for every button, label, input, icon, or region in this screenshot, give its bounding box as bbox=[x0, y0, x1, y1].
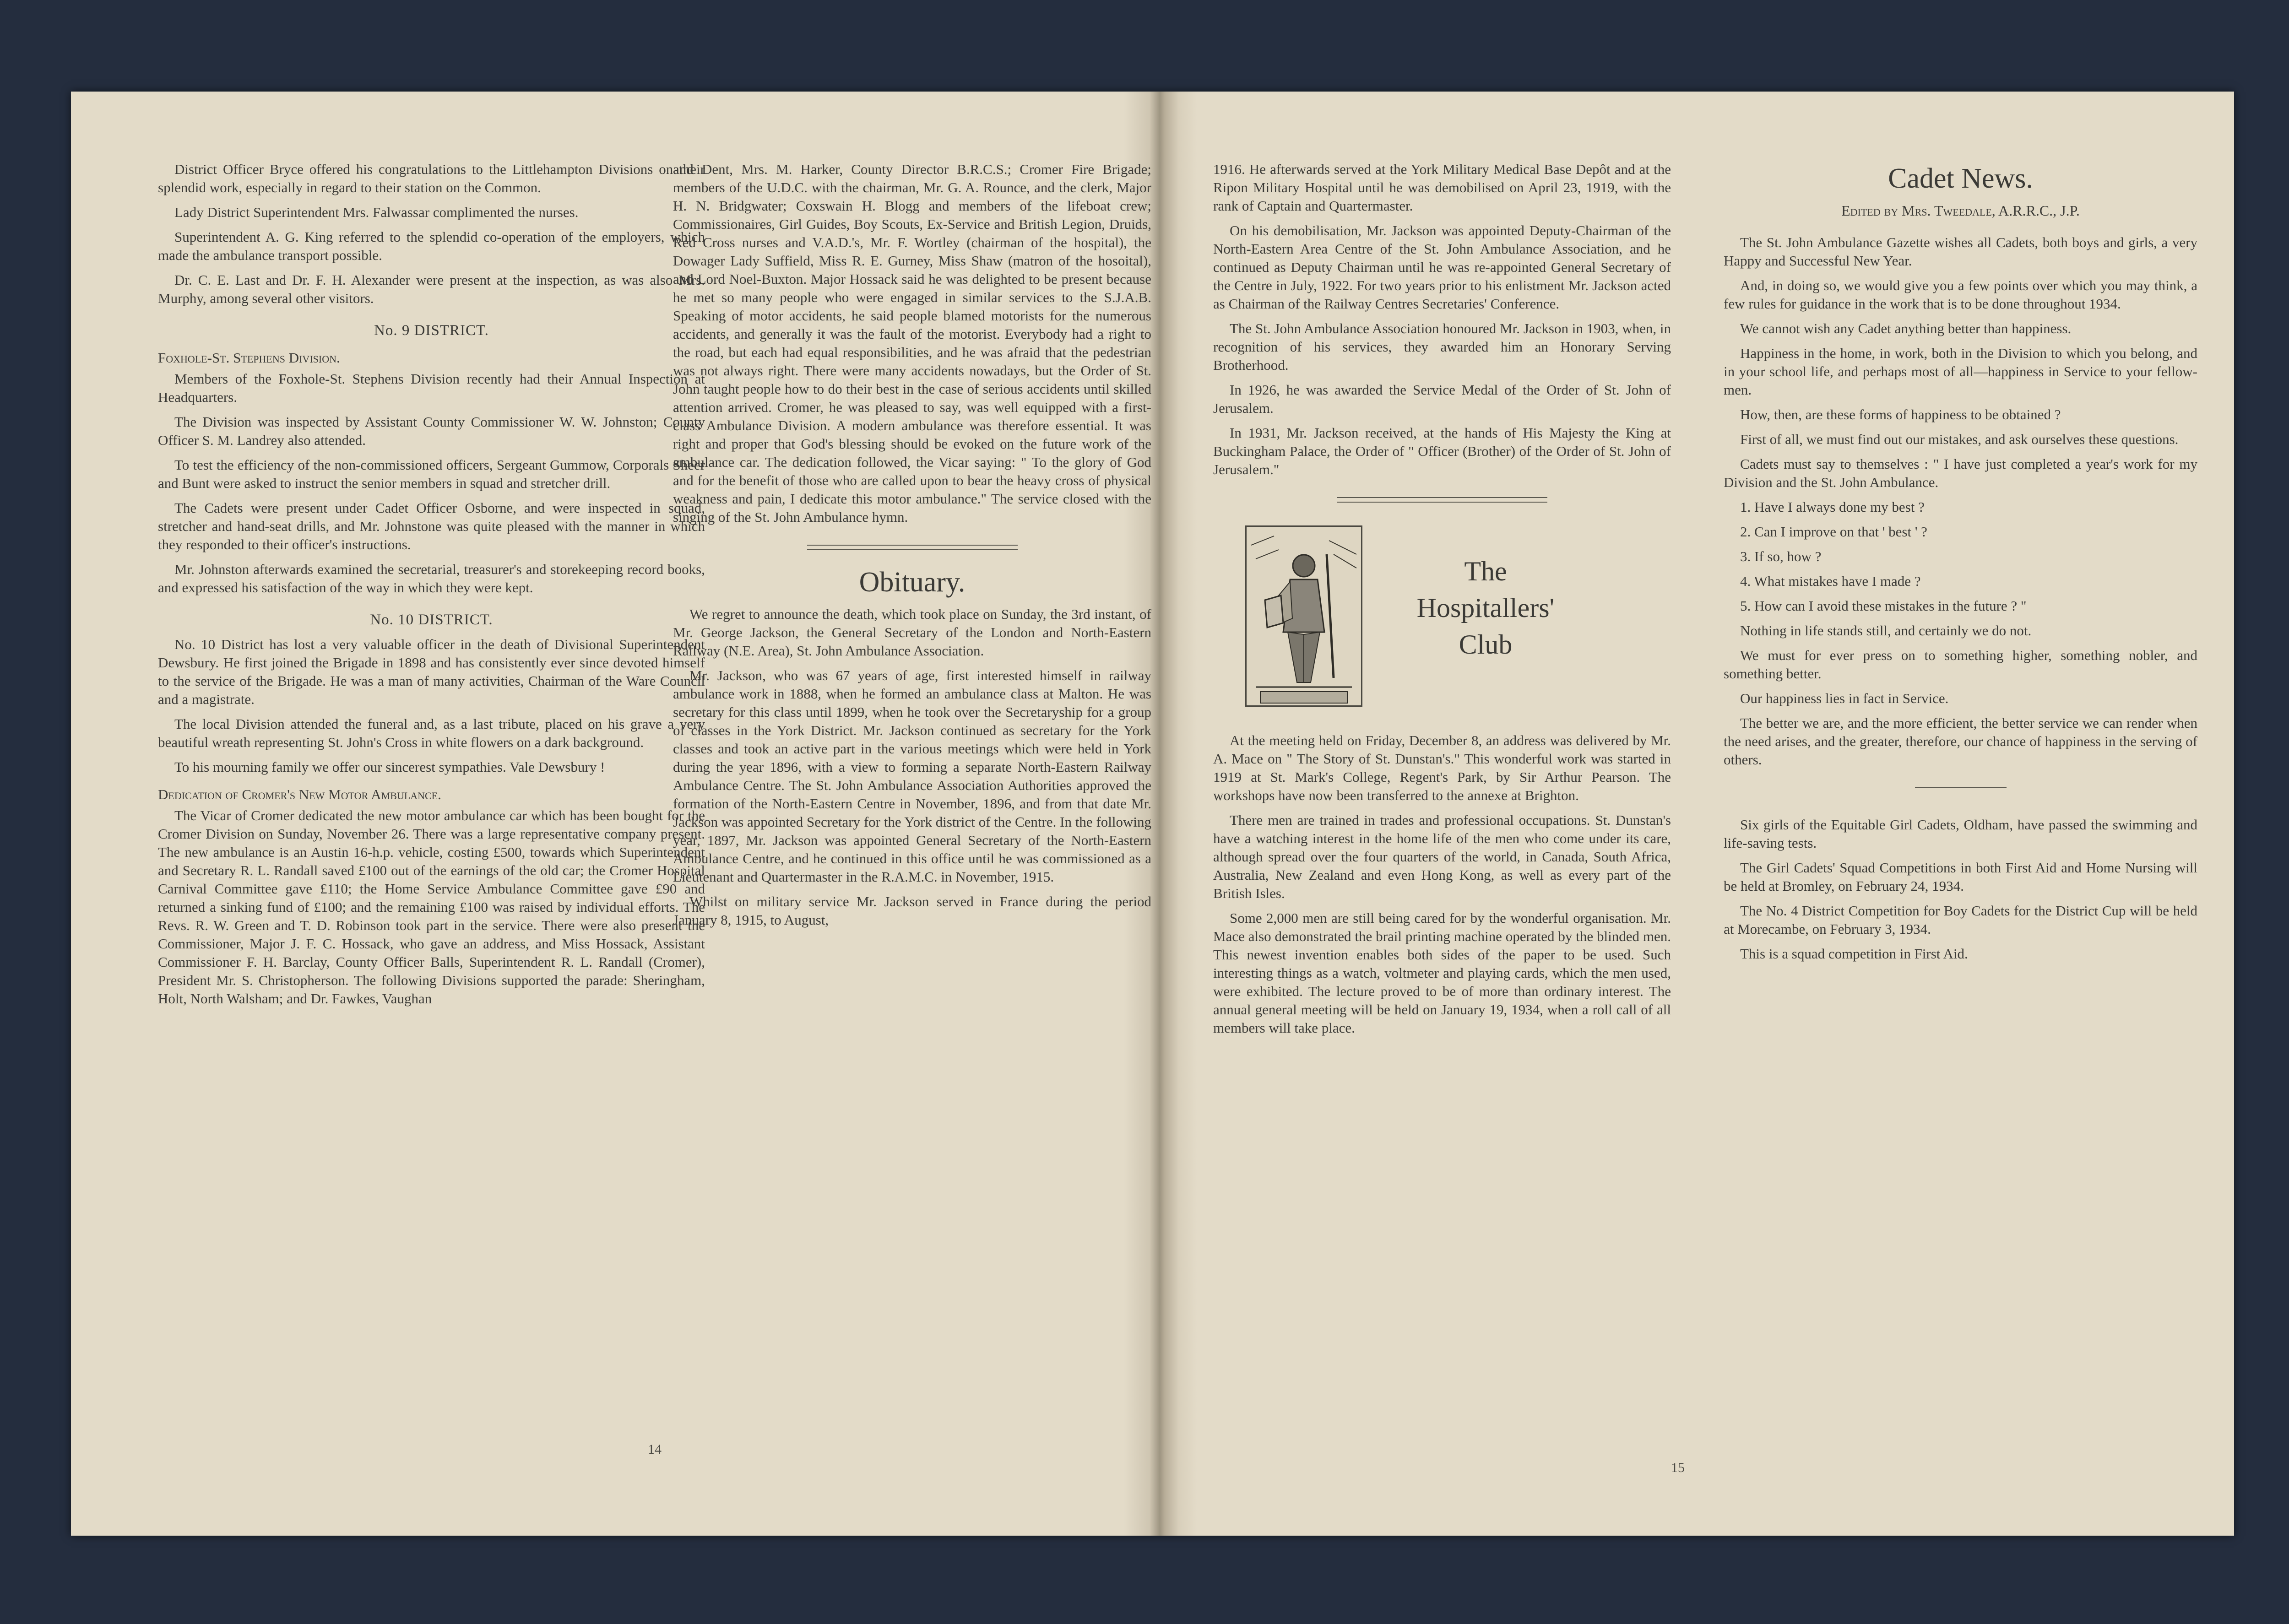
single-rule-divider bbox=[1915, 787, 2007, 788]
paragraph: Some 2,000 men are still being cared for by the wonderful organisation. Mr. Mace also demonstrated the brail printing machine operated by the blinded men. This newest invention enables both sides of the paper to be used. Such interesting things as a watch, voltmeter and playing cards, which the men used, were exhibited. The lecture proved to be of more than ordinary interest. The annual general meeting will be held on January 19, 1934, when a roll call of all members will take place. bbox=[1213, 910, 1671, 1036]
paragraph: Whilst on military service Mr. Jackson served in France during the period January 8, 1915, to August, bbox=[673, 893, 1151, 928]
paragraph: The better we are, and the more efficient, the better service we can render when the need arises, and the greater, therefore, our chance of happiness in the serving of others. bbox=[1724, 715, 2197, 768]
club-title-line: Hospitallers' bbox=[1416, 593, 1555, 623]
paragraph: And, in doing so, we would give you a few points over which you may think, a few rules for guidance in the work that is to be done throughout 1934. bbox=[1724, 277, 2197, 312]
club-title-line: Club bbox=[1459, 629, 1513, 660]
cadet-news-title: Cadet News. bbox=[1888, 163, 2033, 194]
list-item: 5. How can I avoid these mistakes in the future ? " bbox=[1740, 598, 2027, 614]
paragraph: In 1931, Mr. Jackson received, at the hands of His Majesty the King at Buckingham Palace, the Order of " Officer (Brother) of the Order of St. John of Jerusalem." bbox=[1213, 425, 1671, 477]
list-item: 2. Can I improve on that ' best ' ? bbox=[1740, 524, 1927, 540]
paragraph: The Girl Cadets' Squad Competitions in both First Aid and Home Nursing will be held at Bromley, on February 24, 1934. bbox=[1724, 860, 2197, 894]
paragraph: The local Division attended the funeral and, as a last tribute, placed on his grave a very beautiful wreath representing St. John's Cross in white flowers on a dark background. bbox=[158, 716, 705, 750]
paragraph: The Vicar of Cromer dedicated the new motor ambulance car which has been bought for the Cromer Division on Sunday, November 26. There was a large representative company present. The new ambulance is an Austin 16-h.p. vehicle, costing £500, towards which Superintendent and Secretary R. L. Randall saved £100 out of the earnings of the old car; the Cromer Hospital Carnival Committee gave £110; the Home Service Ambulance Committee gave £90 and returned a sinking fund of £100; and the remaining £100 was raised by individual efforts. The Revs. R. W. Green and T. D. Robinson took part in the service. There were also present the Commissioner, Major J. F. C. Hossack, who gave an address, and Miss Hossack, Assistant Commissioner F. H. Barclay, County Officer Balls, Superintendent R. L. Randall (Cromer), President Mr. S. Christopherson. The following Divisions supported the parade: Sheringham, Holt, North Walsham; and Dr. Fawkes, Vaughan bbox=[158, 807, 705, 1007]
right-page bbox=[1158, 92, 2234, 1536]
page-number-left: 14 bbox=[648, 1442, 662, 1457]
section-heading-district-9: No. 9 DISTRICT. bbox=[374, 322, 489, 339]
paragraph: How, then, are these forms of happiness to be obtained ? bbox=[1740, 406, 2061, 422]
paragraph: In 1926, he was awarded the Service Medal of the Order of St. John of Jerusalem. bbox=[1213, 382, 1671, 416]
hospitallers-club-header bbox=[1213, 525, 1671, 713]
section-heading-district-10: No. 10 DISTRICT. bbox=[370, 612, 493, 628]
paragraph: The Cadets were present under Cadet Officer Osborne, and were inspected in squad, stretcher and hand-seat drills, and Mr. Johnstone was quite pleased with the manner in which they responded to their officer's instructions. bbox=[158, 500, 705, 552]
paragraph: To his mourning family we offer our sincerest sympathies. Vale Dewsbury ! bbox=[174, 759, 605, 775]
editor-byline: Edited by Mrs. Tweedale, A.R.R.C., J.P. bbox=[1841, 202, 2080, 219]
paragraph: and Dent, Mrs. M. Harker, County Director B.R.C.S.; Cromer Fire Brigade; members of the U.D.C. with the chairman, Mr. G. A. Rounce, and the clerk, Major H. N. Bridgwater; Coxswain H. Blogg and members of the lifeboat crew; Commissionaires, Girl Guides, Boy Scouts, Ex-Service and British Legion, Druids, Red Cross nurses and V.A.D.'s, Mr. F. Wortley (chairman of the hospital), the Dowager Lady Suffield, Miss R. E. Gurney, Miss Shaw (matron of the hosoital), and Lord Noel-Buxton. Major Hossack said he was delighted to be present because he met so many people who were engaged in similar services to the S.J.A.B. Speaking of motor accidents, he said people blamed motorists for the numerous accidents, and generally it was the fault of the motorist. Everybody had a right to the road, but each had equal responsibilities, and he was afraid that the pedestrian was not always right. There were many accidents nowadays, but the Order of St. John taught people how to do their best in the case of serious accidents until skilled attention arrived. Cromer, he was pleased to say, was well equipped with a first-class Ambulance Division. A modern ambulance was therefore essential. It was right and proper that God's blessing should be evoked on the future work of the ambulance car. The dedication followed, the Vicar saying: " To the glory of God and for the benefit of those who are called upon to bear the heavy cross of physical weakness and pain, I dedicate this motor ambulance." The service closed with the singing of the St. John Ambulance hymn. bbox=[673, 161, 1151, 525]
right-column-2 bbox=[1724, 160, 2197, 1437]
paragraph: No. 10 District has lost a very valuable officer in the death of Divisional Superintendent Dewsbury. He first joined the Brigade in 1898 and has consistently ever since devoted himself to the service of the Brigade. He was a man of many activities, Chairman of the Ware Council and a magistrate. bbox=[158, 636, 705, 707]
left-column-1 bbox=[158, 160, 705, 1437]
right-column-1 bbox=[1213, 160, 1671, 1437]
subheading-foxhole: Foxhole-St. Stephens Division. bbox=[158, 350, 340, 366]
hospitallers-club-title bbox=[1387, 553, 1584, 663]
list-item: 4. What mistakes have I made ? bbox=[1740, 573, 1921, 589]
page-number-right: 15 bbox=[1671, 1460, 1685, 1475]
paragraph: Mr. Johnston afterwards examined the secretarial, treasurer's and storekeeping record books, and expressed his satisfaction of the way in which they were kept. bbox=[158, 561, 705, 595]
double-rule-divider bbox=[807, 545, 1018, 550]
subheading-cromer: Dedication of Cromer's New Motor Ambulance. bbox=[158, 786, 441, 802]
paragraph: The St. John Ambulance Gazette wishes all Cadets, both boys and girls, a very Happy and Successful New Year. bbox=[1724, 234, 2197, 269]
paragraph: Nothing in life stands still, and certainly we do not. bbox=[1740, 623, 2032, 639]
paragraph: Six girls of the Equitable Girl Cadets, Oldham, have passed the swimming and life-saving tests. bbox=[1724, 817, 2197, 851]
obituary-title: Obituary. bbox=[859, 567, 966, 598]
paragraph: The No. 4 District Competition for Boy Cadets for the District Cup will be held at Morecambe, on February 3, 1934. bbox=[1724, 903, 2197, 937]
left-page bbox=[71, 92, 1158, 1536]
paragraph: Our happiness lies in fact in Service. bbox=[1740, 690, 1949, 706]
double-rule-divider bbox=[1337, 497, 1547, 503]
paragraph: We regret to announce the death, which took place on Sunday, the 3rd instant, of Mr. George Jackson, the General Secretary of the London and North-Eastern Railway (N.E. Area), St. John Ambulance Association. bbox=[673, 606, 1151, 659]
paragraph: This is a squad competition in First Aid. bbox=[1740, 946, 1968, 962]
paragraph: Members of the Foxhole-St. Stephens Division recently had their Annual Inspection at Headquarters. bbox=[158, 371, 705, 405]
paragraph: We must for ever press on to something higher, something nobler, and something better. bbox=[1724, 647, 2197, 682]
knight-illustration-icon bbox=[1247, 527, 1361, 705]
paragraph: To test the efficiency of the non-commissioned officers, Sergeant Gummow, Corporals Sheer and Bunt were asked to instruct the senior members in squad and stretcher drill. bbox=[158, 457, 705, 491]
paragraph: 1916. He afterwards served at the York Military Medical Base Depôt and at the Ripon Military Hospital until he was demobilised on April 23, 1919, with the rank of Captain and Quartermaster. bbox=[1213, 161, 1671, 214]
paragraph: The Division was inspected by Assistant County Commissioner W. W. Johnston; County Officer S. M. Landrey also attended. bbox=[158, 414, 705, 448]
club-title-line: The bbox=[1464, 556, 1507, 586]
paragraph: At the meeting held on Friday, December 8, an address was delivered by Mr. A. Mace on " The Story of St. Dunstan's." This wonderful work was started in 1919 at St. Mark's College, Regent's Park, by Sir Arthur Pearson. The workshops have now been transferred to the annexe at Brighton. bbox=[1213, 732, 1671, 803]
paragraph: Cadets must say to themselves : " I have just completed a year's work for my Division and the St. John Ambulance. bbox=[1724, 456, 2197, 490]
knight-woodcut-image bbox=[1245, 525, 1362, 707]
paragraph: There men are trained in trades and professional occupations. St. Dunstan's have a watching interest in the home life of the men who come under its care, although spread over the four quarters of the world, in Canada, South Africa, Australia, New Zealand and even Hong Kong, as well as every part of the British Isles. bbox=[1213, 812, 1671, 901]
paragraph: We cannot wish any Cadet anything better than happiness. bbox=[1740, 320, 2072, 336]
paragraph: Dr. C. E. Last and Dr. F. H. Alexander were present at the inspection, as was also Mrs. Murphy, among several other visitors. bbox=[158, 272, 705, 306]
paragraph: On his demobilisation, Mr. Jackson was appointed Deputy-Chairman of the North-Eastern Area Centre of the St. John Ambulance Association, and he continued as Deputy Chairman until he was re-appointed General Secretary of the Centre in July, 1922. For two years prior to his enlistment Mr. Jackson acted as Chairman of the Railway Centres Secretaries' Conference. bbox=[1213, 222, 1671, 312]
paragraph: First of all, we must find out our mistakes, and ask ourselves these questions. bbox=[1740, 431, 2179, 447]
list-item: 3. If so, how ? bbox=[1740, 548, 1822, 564]
paragraph: Happiness in the home, in work, both in the Division to which you belong, and in your school life, and perhaps most of all—happiness in Service to your fellow-men. bbox=[1724, 345, 2197, 398]
magazine-spread bbox=[71, 92, 2234, 1536]
list-item: 1. Have I always done my best ? bbox=[1740, 499, 1925, 515]
paragraph: Lady District Superintendent Mrs. Falwassar complimented the nurses. bbox=[174, 204, 579, 220]
left-column-2 bbox=[673, 160, 1151, 1442]
paragraph: District Officer Bryce offered his congratulations to the Littlehampton Divisions on their splendid work, especially in regard to their station on the Common. bbox=[158, 161, 705, 195]
paragraph: Superintendent A. G. King referred to the splendid co-operation of the employers, which made the ambulance transport possible. bbox=[158, 229, 705, 263]
paragraph: Mr. Jackson, who was 67 years of age, first interested himself in railway ambulance work in 1888, when he formed an ambulance class at Malton. He was secretary for this class until 1899, when he took over the Secretaryship for a group of classes in the York District. Mr. Jackson continued as secretary for the York classes and took an active part in the various meetings which were held in York during the year 1896, with a view to forming a separate North-Eastern Railway Ambulance Centre. The St. John Ambulance Association Authorities approved the formation of the North-Eastern Centre in November, 1896, and from that date Mr. Jackson was appointed Secretary for the York district of the Centre. In the following year, 1897, Mr. Jackson was appointed General Secretary of the North-Eastern Ambulance Centre, and he continued in this office until he was commissioned as a Lieutenant and Quartermaster in the R.A.M.C. in November, 1915. bbox=[673, 667, 1151, 885]
paragraph: The St. John Ambulance Association honoured Mr. Jackson in 1903, when, in recognition of his services, they awarded him an Honorary Serving Brotherhood. bbox=[1213, 320, 1671, 373]
question-list bbox=[1724, 498, 2197, 615]
